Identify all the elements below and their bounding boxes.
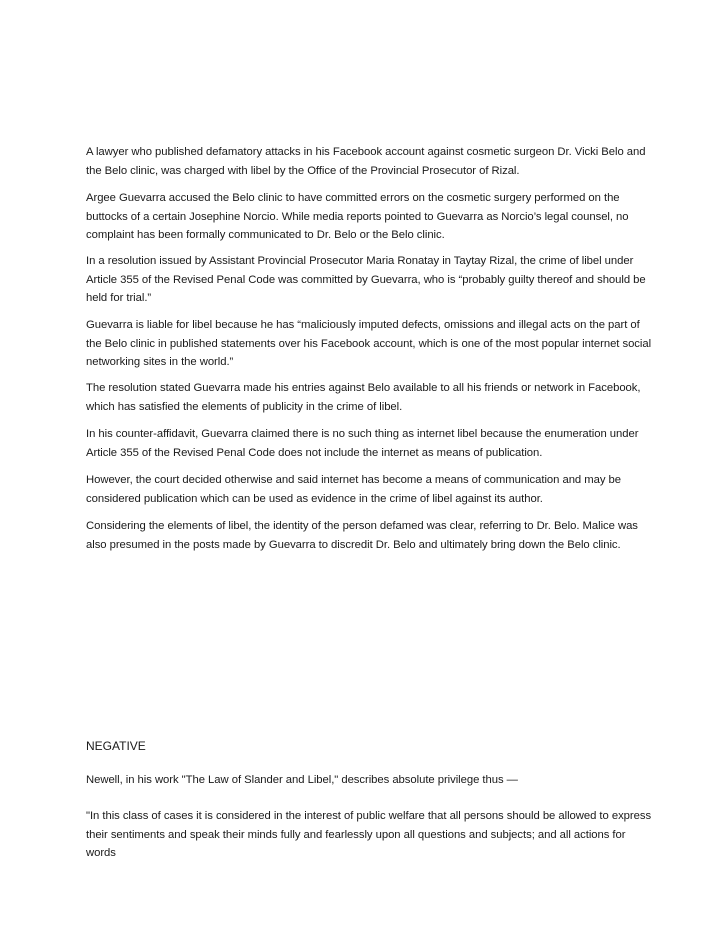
negative-paragraph-2: "In this class of cases it is considered in the interest of public welfare that all persons should be allowed to express their sentiments and speak their minds fully and fearlessly upon all questions and subjects; and all actions for words [86, 810, 652, 860]
negative-paragraph-1: Newell, in his work "The Law of Slander and Libel," describes absolute privilege thus — [86, 774, 518, 786]
article-paragraph-6: In his counter-affidavit, Guevarra claimed there is no such thing as internet libel because the enumeration under Article 355 of the Revised Penal Code does not include the internet as means of publication. [86, 428, 639, 459]
article-paragraph-7: However, the court decided otherwise and said internet has become a means of communication and may be considered publication which can be used as evidence in the crime of libel against its author. [86, 474, 621, 505]
article-paragraph-1: A lawyer who published defamatory attacks in his Facebook account against cosmetic surgeon Dr. Vicki Belo and the Belo clinic, was charged with libel by the Office of the Provincial Prosecutor of Rizal. [86, 146, 646, 177]
article-paragraph-8: Considering the elements of libel, the identity of the person defamed was clear, referring to Dr. Belo. Malice was also presumed in the posts made by Guevarra to discredit Dr. Belo and ultimately bring down the Belo clinic. [86, 520, 638, 551]
article-paragraph-4: Guevarra is liable for libel because he has “maliciously imputed defects, omissions and illegal acts on the part of the Belo clinic in published statements over his Facebook account, which is one of the most popular internet social networking sites in the world.” [86, 319, 652, 369]
article-paragraph-3: In a resolution issued by Assistant Provincial Prosecutor Maria Ronatay in Taytay Rizal, the crime of libel under Article 355 of the Revised Penal Code was committed by Guevarra, who is “probably guilty thereof and should be held for trial.” [86, 255, 646, 305]
negative-heading: NEGATIVE [86, 739, 146, 753]
article-paragraph-2: Argee Guevarra accused the Belo clinic to have committed errors on the cosmetic surgery performed on the buttocks of a certain Josephine Norcio. While media reports pointed to Guevarra as Norcio’s legal counsel, no complaint has been formally communicated to Dr. Belo or the Belo clinic. [86, 192, 629, 242]
article-paragraph-5: The resolution stated Guevarra made his entries against Belo available to all his friends or network in Facebook, which has satisfied the elements of publicity in the crime of libel. [86, 382, 641, 413]
